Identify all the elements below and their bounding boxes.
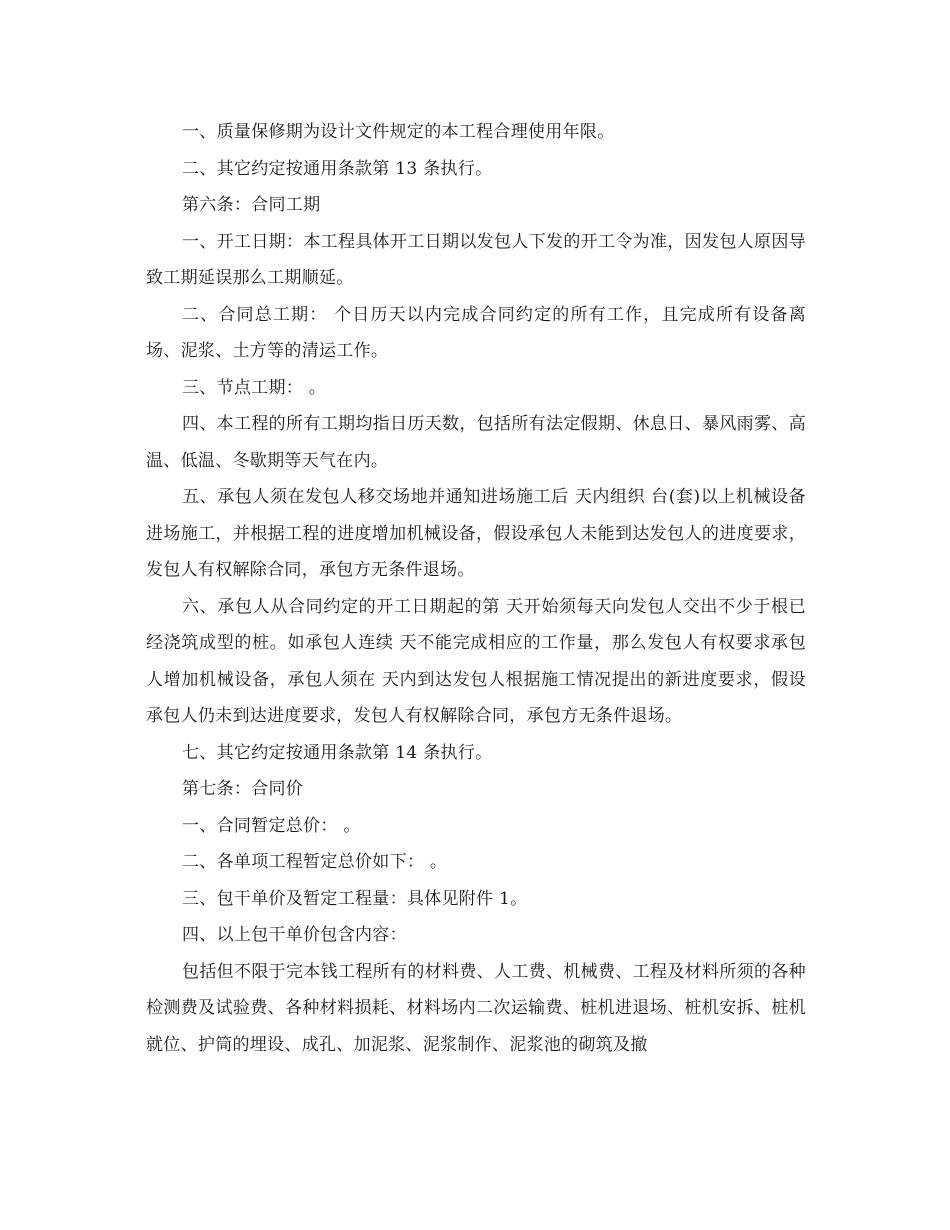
paragraph-total-duration: 二、合同总工期： 个日历天以内完成合同约定的所有工作，且完成所有设备离场、泥浆、土方等的清运工作。 — [146, 304, 806, 361]
paragraph-calendar-days: 四、本工程的所有工期均指日历天数，包括所有法定假期、休息日、暴风雨雾、高温、低温、冬歇期等天气在内。 — [146, 414, 806, 471]
paragraph-milestone-duration: 三、节点工期： 。 — [182, 377, 327, 398]
paragraph-unit-price-contents: 四、以上包干单价包含内容： — [182, 925, 407, 945]
heading-article-7: 第七条：合同价 — [182, 779, 304, 799]
paragraph-included-costs: 包括但不限于完本钱工程所有的材料费、人工费、机械费、工程及材料所须的各种检测费及试验费、各种材料损耗、材料场内二次运输费、桩机进退场、桩机安拆、桩机就位、护筒的埋设、成孔、加泥浆、泥浆制作、泥浆池的砌筑及撤 — [146, 961, 806, 1055]
paragraph-warranty-period: 一、质量保修期为设计文件规定的本工程合理使用年限。 — [182, 122, 615, 142]
paragraph-daily-piles: 六、承包人从合同约定的开工日期起的第 天开始须每天向发包人交出不少于根已经浇筑成型的桩。如承包人连续 天不能完成相应的工作量，那么发包人有权要求承包人增加机械设备，承包人须在 天内到达发包人根据施工情况提出的新进度要求，假设承包人仍未到达进度要求，发包人有权解除合同，承包方无条件退场。 — [146, 596, 806, 726]
paragraph-other-terms-13: 二、其它约定按通用条款第 13 条执行。 — [182, 158, 493, 179]
paragraph-start-date: 一、开工日期：本工程具体开工日期以发包人下发的开工令为准，因发包人原因导致工期延误那么工期顺延。 — [146, 231, 806, 288]
paragraph-itemized-total: 二、各单项工程暂定总价如下： 。 — [182, 852, 448, 872]
paragraph-unit-price-quantity: 三、包干单价及暂定工程量：具体见附件 1。 — [182, 888, 528, 909]
document-page — [146, 114, 806, 1063]
heading-article-6: 第六条：合同工期 — [182, 195, 321, 215]
paragraph-equipment-mobilization: 五、承包人须在发包人移交场地并通知进场施工后 天内组织 台(套)以上机械设备进场施工，并根据工程的进度增加机械设备，假设承包人未能到达发包人的进度要求，发包人有权解除合同，承包方无条件退场。 — [146, 487, 806, 580]
paragraph-provisional-total: 一、合同暂定总价： 。 — [182, 815, 361, 836]
paragraph-other-terms-14: 七、其它约定按通用条款第 14 条执行。 — [182, 742, 493, 763]
